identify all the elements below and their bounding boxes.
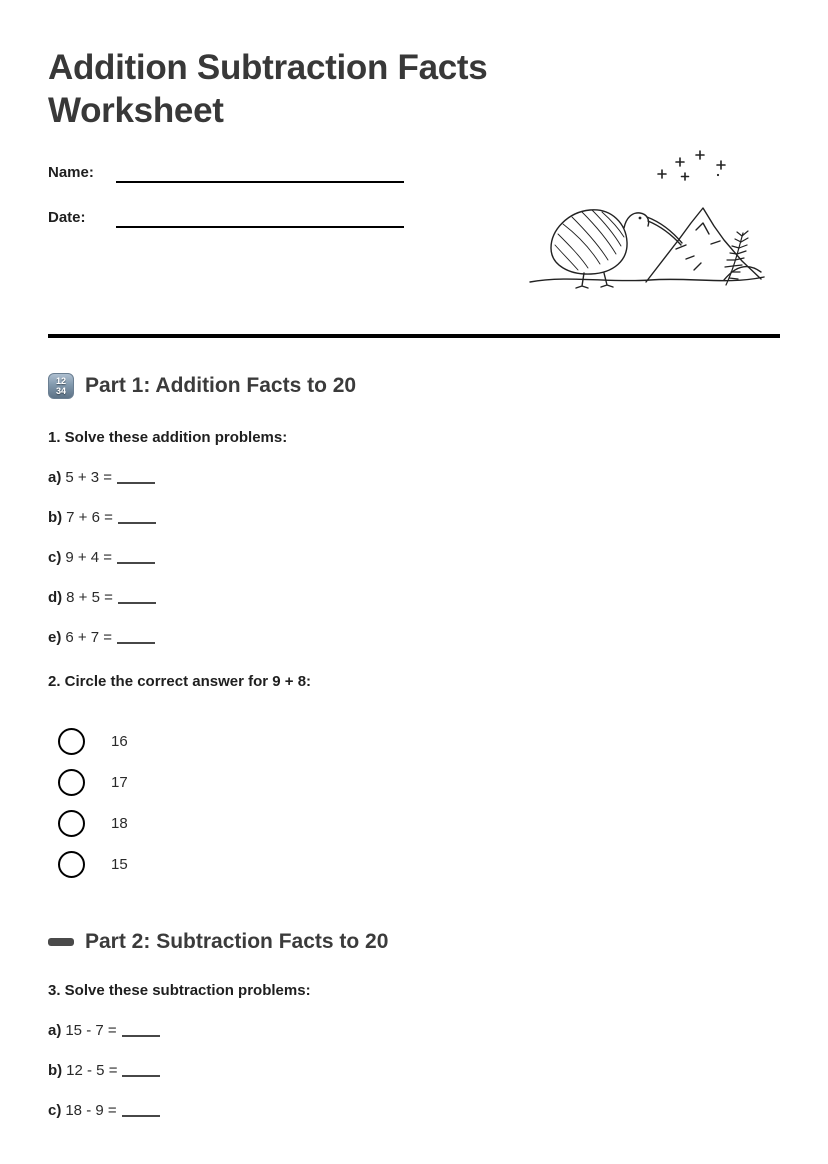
part1-heading-text: Part 1: Addition Facts to 20	[85, 373, 357, 397]
problem-expression: 12 - 5 =	[66, 1062, 118, 1079]
answer-blank	[117, 631, 155, 644]
problem-row	[48, 468, 780, 487]
icon-digits-bottom: 34	[55, 385, 66, 396]
option-row	[58, 810, 780, 837]
option-label: 18	[111, 815, 128, 832]
question-2-prompt: 2. Circle the correct answer for 9 + 8:	[48, 673, 312, 690]
problem-expression: 8 + 5 =	[66, 589, 113, 606]
problem-row	[48, 1021, 780, 1040]
answer-blank	[122, 1104, 160, 1117]
kiwi-bird-icon	[551, 210, 682, 288]
kiwi-scene-illustration	[528, 146, 766, 291]
part2-heading	[48, 928, 780, 955]
radio-button[interactable]	[58, 728, 85, 755]
problem-label: e)	[48, 629, 62, 646]
answer-blank	[118, 591, 156, 604]
answer-blank	[118, 511, 156, 524]
problem-row	[48, 1101, 780, 1120]
radio-button[interactable]	[58, 851, 85, 878]
problem-label: c)	[48, 1102, 62, 1119]
radio-button[interactable]	[58, 810, 85, 837]
answer-blank	[117, 471, 155, 484]
fern-icon	[725, 231, 748, 285]
multiple-choice-options	[48, 728, 780, 878]
problem-label: d)	[48, 589, 63, 606]
section-divider	[48, 334, 780, 338]
question-1-prompt: 1. Solve these addition problems:	[48, 429, 288, 446]
problem-expression: 15 - 7 =	[65, 1022, 117, 1039]
question-3-prompt: 3. Solve these subtraction problems:	[48, 982, 311, 999]
mountain-icon	[646, 208, 761, 282]
input-numbers-icon	[48, 373, 74, 399]
page-title: Addition Subtraction Facts Worksheet	[48, 48, 488, 130]
problem-expression: 18 - 9 =	[65, 1102, 117, 1119]
stars-icon	[658, 151, 725, 180]
problem-expression: 7 + 6 =	[66, 509, 113, 526]
problem-row	[48, 508, 780, 527]
minus-icon	[48, 938, 74, 946]
icon-digits-top: 12	[55, 375, 66, 386]
option-row	[58, 728, 780, 755]
problem-row	[48, 548, 780, 567]
problem-row	[48, 588, 780, 607]
problem-expression: 5 + 3 =	[65, 469, 113, 486]
problem-label: c)	[48, 549, 62, 566]
problem-expression: 6 + 7 =	[65, 629, 113, 646]
option-label: 17	[111, 774, 128, 791]
answer-blank	[117, 551, 155, 564]
problem-label: a)	[48, 1022, 62, 1039]
option-label: 15	[111, 856, 128, 873]
problem-row	[48, 628, 780, 647]
problem-label: b)	[48, 1062, 63, 1079]
name-label: Name:	[48, 164, 94, 181]
problem-expression: 9 + 4 =	[65, 549, 113, 566]
name-fill-in-line	[116, 162, 404, 183]
problem-row	[48, 1061, 780, 1080]
radio-button[interactable]	[58, 769, 85, 796]
answer-blank	[122, 1064, 160, 1077]
option-row	[58, 769, 780, 796]
problem-label: b)	[48, 509, 63, 526]
option-row	[58, 851, 780, 878]
answer-blank	[122, 1024, 160, 1037]
date-fill-in-line	[116, 207, 404, 228]
date-label: Date:	[48, 209, 86, 226]
part2-heading-text: Part 2: Subtraction Facts to 20	[85, 929, 389, 953]
part1-heading	[48, 372, 780, 399]
problem-label: a)	[48, 469, 62, 486]
option-label: 16	[111, 733, 128, 750]
